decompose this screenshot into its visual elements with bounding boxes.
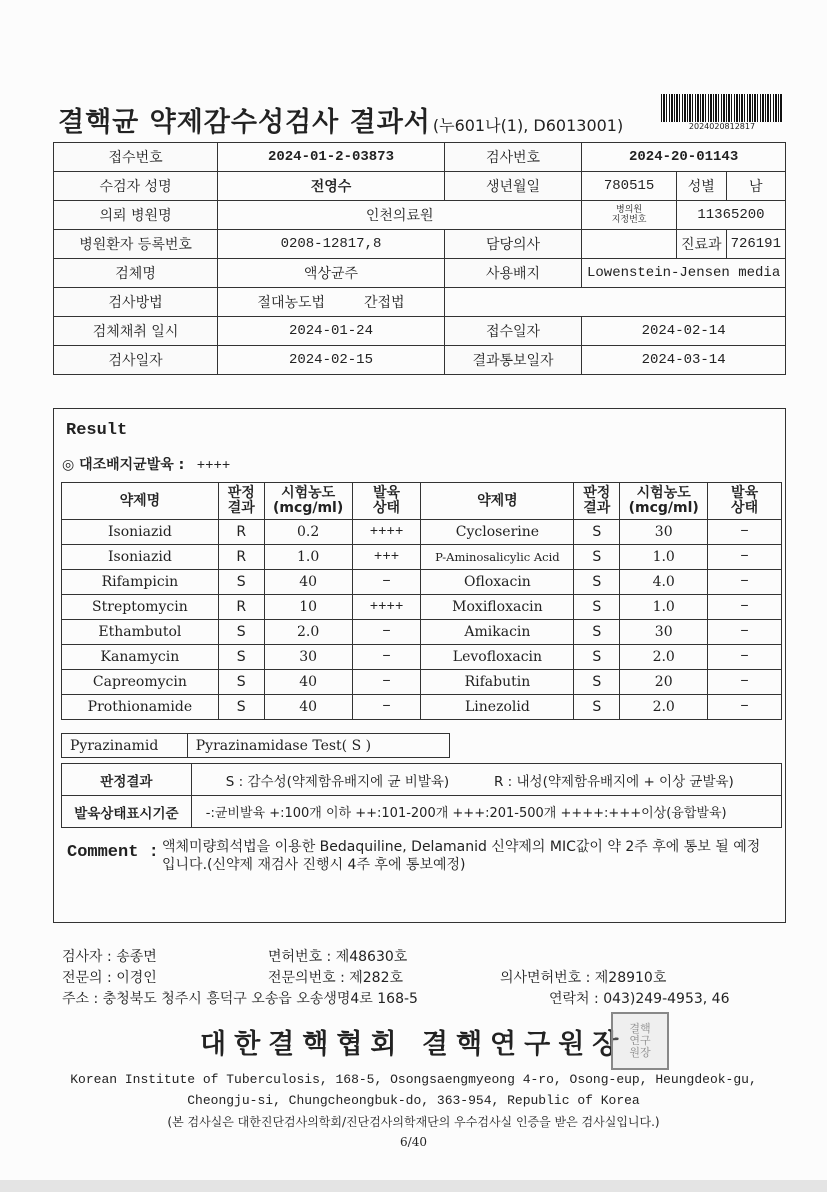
test-date-label: 검사일자 — [54, 346, 218, 375]
header-growth: 발육 상태 — [708, 483, 782, 520]
drug-name: Isoniazid — [62, 520, 219, 545]
specialist-no: 전문의번호 : 제282호 — [268, 970, 404, 986]
drug-row — [62, 670, 782, 695]
drug-name: Isoniazid — [62, 545, 219, 570]
certification-note: (본 검사실은 대한진단검사의학회/진단검사의학재단의 우수검사실 인증을 받은 검사실입니다.) — [167, 1115, 660, 1129]
reception-no: 2024-01-2-03873 — [218, 143, 445, 172]
concentration: 40 — [264, 670, 352, 695]
patient-name-label: 수검자 성명 — [54, 172, 218, 201]
growth-legend-text: -:균비발육 +:100개 이하 ++:101-200개 +++:201-500개 ++++:+++이상(융합발육) — [191, 796, 781, 828]
drug-name: Moxifloxacin — [421, 595, 574, 620]
concentration: 4.0 — [620, 570, 708, 595]
drug-susceptibility-table — [61, 482, 782, 720]
concentration: 1.0 — [620, 545, 708, 570]
report-date: 2024-03-14 — [582, 346, 786, 375]
growth-status: − — [708, 520, 782, 545]
drug-name: Linezolid — [421, 695, 574, 720]
footer-examiner-line — [62, 946, 408, 966]
judgement: S — [574, 645, 620, 670]
judgement: R — [218, 545, 264, 570]
control-growth-label: ◎ 대조배지균발육 : — [62, 457, 185, 473]
concentration: 2.0 — [620, 695, 708, 720]
concentration: 40 — [264, 695, 352, 720]
address: 주소 : 충청북도 청주시 흥덕구 오송읍 오송생명4로 168-5 — [62, 991, 418, 1007]
info-row — [54, 143, 786, 172]
empty-cell — [444, 288, 785, 317]
header-concentration: 시험농도 (mcg/ml) — [620, 483, 708, 520]
judgement: S — [574, 520, 620, 545]
comment-label: Comment : — [67, 843, 159, 862]
method-label: 검사방법 — [54, 288, 218, 317]
info-row — [54, 259, 786, 288]
judgement: S — [218, 670, 264, 695]
header-concentration: 시험농도 (mcg/ml) — [264, 483, 352, 520]
judgement: S — [574, 695, 620, 720]
report-code: (누601나(1), D6013001) — [432, 116, 624, 135]
hospital: 인천의료원 — [218, 201, 582, 230]
judgement: S — [218, 620, 264, 645]
growth-status: − — [352, 670, 421, 695]
drug-row — [62, 695, 782, 720]
judgement: S — [574, 570, 620, 595]
legend-row — [62, 764, 782, 796]
drug-row — [62, 620, 782, 645]
seal-text: 결핵 연구 원장 — [629, 1022, 651, 1059]
pyrazinamide-table — [61, 733, 450, 758]
header-judgement: 판정 결과 — [218, 483, 264, 520]
method — [218, 288, 445, 317]
concentration: 2.0 — [620, 645, 708, 670]
sex-label: 성별 — [676, 172, 726, 201]
address-en-1: Korean Institute of Tuberculosis, 168-5, Osongsaengmyeong 4-ro, Osong-eup, Heungdeok-gu, — [70, 1072, 757, 1087]
collect-date-label: 검체채취 일시 — [54, 317, 218, 346]
legend-row — [62, 796, 782, 828]
sex: 남 — [726, 172, 785, 201]
judgement: S — [218, 695, 264, 720]
test-date: 2024-02-15 — [218, 346, 445, 375]
concentration: 20 — [620, 670, 708, 695]
drug-name: Kanamycin — [62, 645, 219, 670]
drug-table-header — [62, 483, 782, 520]
growth-status: − — [352, 645, 421, 670]
growth-status: − — [352, 695, 421, 720]
dept: 726191 — [726, 230, 785, 259]
concentration: 30 — [620, 520, 708, 545]
growth-status: ++++ — [352, 520, 421, 545]
comment-text: 액체미량희석법을 이용한 Bedaquiline, Delamanid 신약제의 MIC값이 약 2주 후에 통보 될 예정입니다.(신약제 재검사 진행시 4주 후에 통보예정) — [162, 839, 761, 873]
pza-label: Pyrazinamid — [62, 734, 188, 758]
report-date-label: 결과통보일자 — [444, 346, 581, 375]
license: 면허번호 : 제48630호 — [268, 949, 408, 965]
drug-row — [62, 595, 782, 620]
footer-specialist-line — [62, 967, 667, 987]
growth-legend-label: 발육상태표시기준 — [62, 796, 192, 828]
drug-row — [62, 570, 782, 595]
drug-name: Rifabutin — [421, 670, 574, 695]
growth-status: − — [708, 595, 782, 620]
reg-no-label: 병원환자 등록번호 — [54, 230, 218, 259]
drug-name: Capreomycin — [62, 670, 219, 695]
medium-label: 사용배지 — [444, 259, 581, 288]
result-label: Result — [66, 421, 128, 440]
drug-name: P-Aminosalicylic Acid — [421, 545, 574, 570]
test-no: 2024-20-01143 — [582, 143, 786, 172]
page-bottom-edge — [0, 1180, 827, 1192]
concentration: 30 — [264, 645, 352, 670]
barcode — [661, 94, 783, 130]
growth-status: − — [352, 620, 421, 645]
header-growth: 발육 상태 — [352, 483, 421, 520]
drug-name: Levofloxacin — [421, 645, 574, 670]
concentration: 0.2 — [264, 520, 352, 545]
page-number: 6/40 — [400, 1135, 427, 1149]
examiner: 검사자 : 송종면 — [62, 949, 157, 965]
hospital-code: 11365200 — [676, 201, 785, 230]
judgement: S — [218, 570, 264, 595]
judgement-legend-label: 판정결과 — [62, 764, 192, 796]
growth-status: − — [352, 570, 421, 595]
growth-status: +++ — [352, 545, 421, 570]
patient-name: 전영수 — [218, 172, 445, 201]
judgement-legend-r: R : 내성(약제함유배지에 + 이상 균발육) — [476, 764, 782, 796]
specialist: 전문의 : 이경인 — [62, 970, 157, 986]
reg-no: 0208-12817,8 — [218, 230, 445, 259]
info-row — [54, 288, 786, 317]
concentration: 40 — [264, 570, 352, 595]
drug-name: Ofloxacin — [421, 570, 574, 595]
drug-row — [62, 545, 782, 570]
growth-status: − — [708, 670, 782, 695]
judgement-legend-s: S : 감수성(약제함유배지에 균 비발육) — [191, 764, 476, 796]
specimen: 액상균주 — [218, 259, 445, 288]
drug-row — [62, 645, 782, 670]
specimen-label: 검체명 — [54, 259, 218, 288]
concentration: 1.0 — [264, 545, 352, 570]
receive-date: 2024-02-14 — [582, 317, 786, 346]
judgement: R — [218, 595, 264, 620]
growth-status: − — [708, 570, 782, 595]
organization-name: 대한결핵협회 결핵연구원장 — [200, 1029, 627, 1060]
receive-date-label: 접수일자 — [444, 317, 581, 346]
dob-label: 생년월일 — [444, 172, 581, 201]
info-row — [54, 230, 786, 259]
info-row — [54, 346, 786, 375]
judgement: S — [574, 620, 620, 645]
growth-status: − — [708, 620, 782, 645]
growth-status: − — [708, 545, 782, 570]
drug-rows — [62, 520, 782, 720]
info-row — [54, 201, 786, 230]
drug-name: Amikacin — [421, 620, 574, 645]
barcode-number: 2024020812817 — [688, 122, 756, 131]
doctor — [582, 230, 677, 259]
drug-row — [62, 520, 782, 545]
dob: 780515 — [582, 172, 677, 201]
info-row — [54, 317, 786, 346]
concentration: 2.0 — [264, 620, 352, 645]
concentration: 1.0 — [620, 595, 708, 620]
header-drug: 약제명 — [421, 483, 574, 520]
growth-status: − — [708, 645, 782, 670]
legend-table — [61, 763, 782, 828]
drug-name: Cycloserine — [421, 520, 574, 545]
growth-status: − — [708, 695, 782, 720]
method-1: 절대농도법 — [257, 295, 326, 311]
drug-name: Rifampicin — [62, 570, 219, 595]
collect-date: 2024-01-24 — [218, 317, 445, 346]
header-judgement: 판정 결과 — [574, 483, 620, 520]
doctor-license: 의사면허번호 : 제28910호 — [500, 970, 667, 986]
judgement: S — [218, 645, 264, 670]
doctor-label: 담당의사 — [444, 230, 581, 259]
judgement: S — [574, 595, 620, 620]
header-drug: 약제명 — [62, 483, 219, 520]
hospital-label: 의뢰 병원명 — [54, 201, 218, 230]
concentration: 30 — [620, 620, 708, 645]
growth-status: ++++ — [352, 595, 421, 620]
contact: 연락처 : 043)249-4953, 46 — [549, 991, 730, 1007]
control-growth — [62, 454, 230, 474]
reception-no-label: 접수번호 — [54, 143, 218, 172]
drug-name: Ethambutol — [62, 620, 219, 645]
concentration: 10 — [264, 595, 352, 620]
judgement: R — [218, 520, 264, 545]
address-en-2: Cheongju-si, Chungcheongbuk-do, 363-954, Republic of Korea — [187, 1093, 640, 1108]
footer-address-line — [62, 988, 730, 1008]
dept-label: 진료과 — [676, 230, 726, 259]
medium: Lowenstein-Jensen media — [582, 259, 786, 288]
control-growth-value: ++++ — [196, 458, 231, 474]
drug-name: Streptomycin — [62, 595, 219, 620]
report-title — [58, 100, 623, 139]
drug-name: Prothionamide — [62, 695, 219, 720]
patient-info-table — [53, 142, 786, 375]
info-row — [54, 172, 786, 201]
barcode-bars — [661, 94, 783, 122]
test-no-label: 검사번호 — [444, 143, 581, 172]
method-2: 간접법 — [363, 295, 405, 311]
pza-value: Pyrazinamidase Test( S ) — [187, 734, 449, 758]
judgement: S — [574, 670, 620, 695]
official-seal — [611, 1012, 669, 1070]
judgement: S — [574, 545, 620, 570]
report-title-text: 결핵균 약제감수성검사 결과서 — [58, 107, 431, 138]
hospital-code-label: 병의원 지정번호 — [582, 201, 677, 230]
pyrazinamide-row — [62, 734, 450, 758]
